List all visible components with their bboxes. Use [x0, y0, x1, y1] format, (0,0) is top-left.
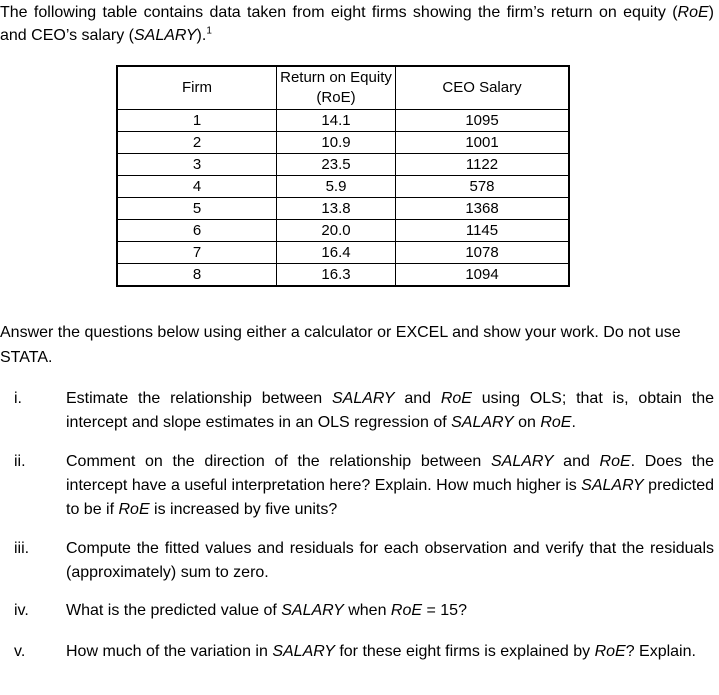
header-firm: Firm: [117, 66, 277, 110]
question-text: [66, 537, 714, 585]
header-roe: [277, 66, 396, 110]
question-text-segment: for these eight firms is explained by: [334, 643, 595, 660]
question-text-segment: when: [343, 602, 391, 619]
cell-firm: 3: [117, 154, 277, 176]
cell-firm: 7: [117, 242, 277, 264]
variable-name: RoE: [540, 414, 572, 431]
variable-name: SALARY: [332, 390, 395, 407]
header-roe-line1: Return on Equity: [280, 69, 392, 86]
question-text-segment: ? Explain.: [625, 643, 696, 660]
intro-text-3: ).: [196, 27, 207, 44]
cell-salary: 1368: [396, 198, 570, 220]
table-row: [117, 220, 569, 242]
cell-firm: 6: [117, 220, 277, 242]
cell-firm: 1: [117, 110, 277, 132]
cell-salary: 1094: [396, 264, 570, 287]
cell-salary: 1095: [396, 110, 570, 132]
cell-roe: 23.5: [277, 154, 396, 176]
question-text-segment: Compute the fitted values and residuals for each observation and verify that the residuals (approximately) sum to zero.: [66, 540, 714, 581]
cell-firm: 8: [117, 264, 277, 287]
table-row: [117, 110, 569, 132]
question-text-segment: = 15?: [422, 602, 467, 619]
cell-roe: 14.1: [277, 110, 396, 132]
cell-salary: 1078: [396, 242, 570, 264]
intro-salary-abbr: SALARY: [133, 27, 197, 44]
cell-roe: 16.4: [277, 242, 396, 264]
table-row: [117, 176, 569, 198]
variable-name: RoE: [390, 602, 423, 619]
variable-name: SALARY: [451, 414, 514, 431]
question-text-segment: How much of the variation in: [66, 643, 273, 660]
question-number: iii.: [14, 540, 30, 557]
question-text: [66, 599, 714, 623]
question-text-segment: and: [553, 453, 600, 470]
variable-name: SALARY: [281, 602, 344, 619]
cell-salary: 578: [396, 176, 570, 198]
question-number: v.: [14, 643, 26, 660]
cell-roe: 5.9: [277, 176, 396, 198]
question-text-segment: . Does the intercept have a useful interpretation here? Explain. How much higher is: [66, 453, 714, 494]
header-salary: CEO Salary: [396, 66, 570, 110]
variable-name: RoE: [594, 643, 626, 660]
question-number: ii.: [14, 453, 26, 470]
question-text-segment: is increased by five units?: [149, 501, 338, 518]
variable-name: SALARY: [490, 453, 554, 470]
cell-roe: 16.3: [277, 264, 396, 287]
cell-salary: 1122: [396, 154, 570, 176]
instructions-paragraph: Answer the questions below using either a calculator or EXCEL and show your work. Do not use STATA.: [0, 324, 681, 366]
table-row: [117, 264, 569, 287]
intro-paragraph: [0, 1, 714, 47]
table-header-row: [117, 66, 569, 110]
cell-roe: 10.9: [277, 132, 396, 154]
question-text-segment: using OLS; that is, obtain the intercept and slope estimates in an OLS regression of: [66, 390, 714, 431]
question-text: [66, 640, 714, 664]
variable-name: RoE: [118, 501, 150, 518]
data-table: [116, 65, 570, 287]
table-row: [117, 242, 569, 264]
question-text-segment: What is the predicted value of: [66, 602, 282, 619]
cell-salary: 1001: [396, 132, 570, 154]
intro-roe-abbr: RoE: [677, 4, 709, 21]
table-body: [117, 110, 569, 287]
cell-roe: 13.8: [277, 198, 396, 220]
table-row: [117, 132, 569, 154]
data-table-container: [116, 65, 570, 287]
variable-name: SALARY: [272, 643, 335, 660]
cell-firm: 4: [117, 176, 277, 198]
table-row: [117, 154, 569, 176]
question-text-segment: predicted to be if: [66, 477, 715, 518]
question-text: [66, 387, 714, 435]
cell-firm: 2: [117, 132, 277, 154]
question-text-segment: and: [394, 390, 441, 407]
question-number: iv.: [14, 602, 29, 619]
cell-firm: 5: [117, 198, 277, 220]
cell-salary: 1145: [396, 220, 570, 242]
intro-text-2: ) and CEO’s salary (: [0, 4, 714, 44]
variable-name: RoE: [599, 453, 631, 470]
variable-name: RoE: [440, 390, 472, 407]
variable-name: SALARY: [581, 477, 644, 494]
intro-text-1: The following table contains data taken from eight firms showing the firm’s return on equity (: [0, 4, 678, 21]
question-text: [66, 450, 714, 522]
table-row: [117, 198, 569, 220]
question-text-segment: on: [513, 414, 541, 431]
question-text-segment: Comment on the direction of the relationship between: [66, 453, 491, 470]
question-text-segment: .: [571, 414, 576, 431]
footnote-mark: 1: [206, 25, 212, 37]
header-roe-line2: (RoE): [316, 89, 356, 106]
question-text-segment: Estimate the relationship between: [66, 390, 332, 407]
cell-roe: 20.0: [277, 220, 396, 242]
question-number: i.: [14, 390, 22, 407]
